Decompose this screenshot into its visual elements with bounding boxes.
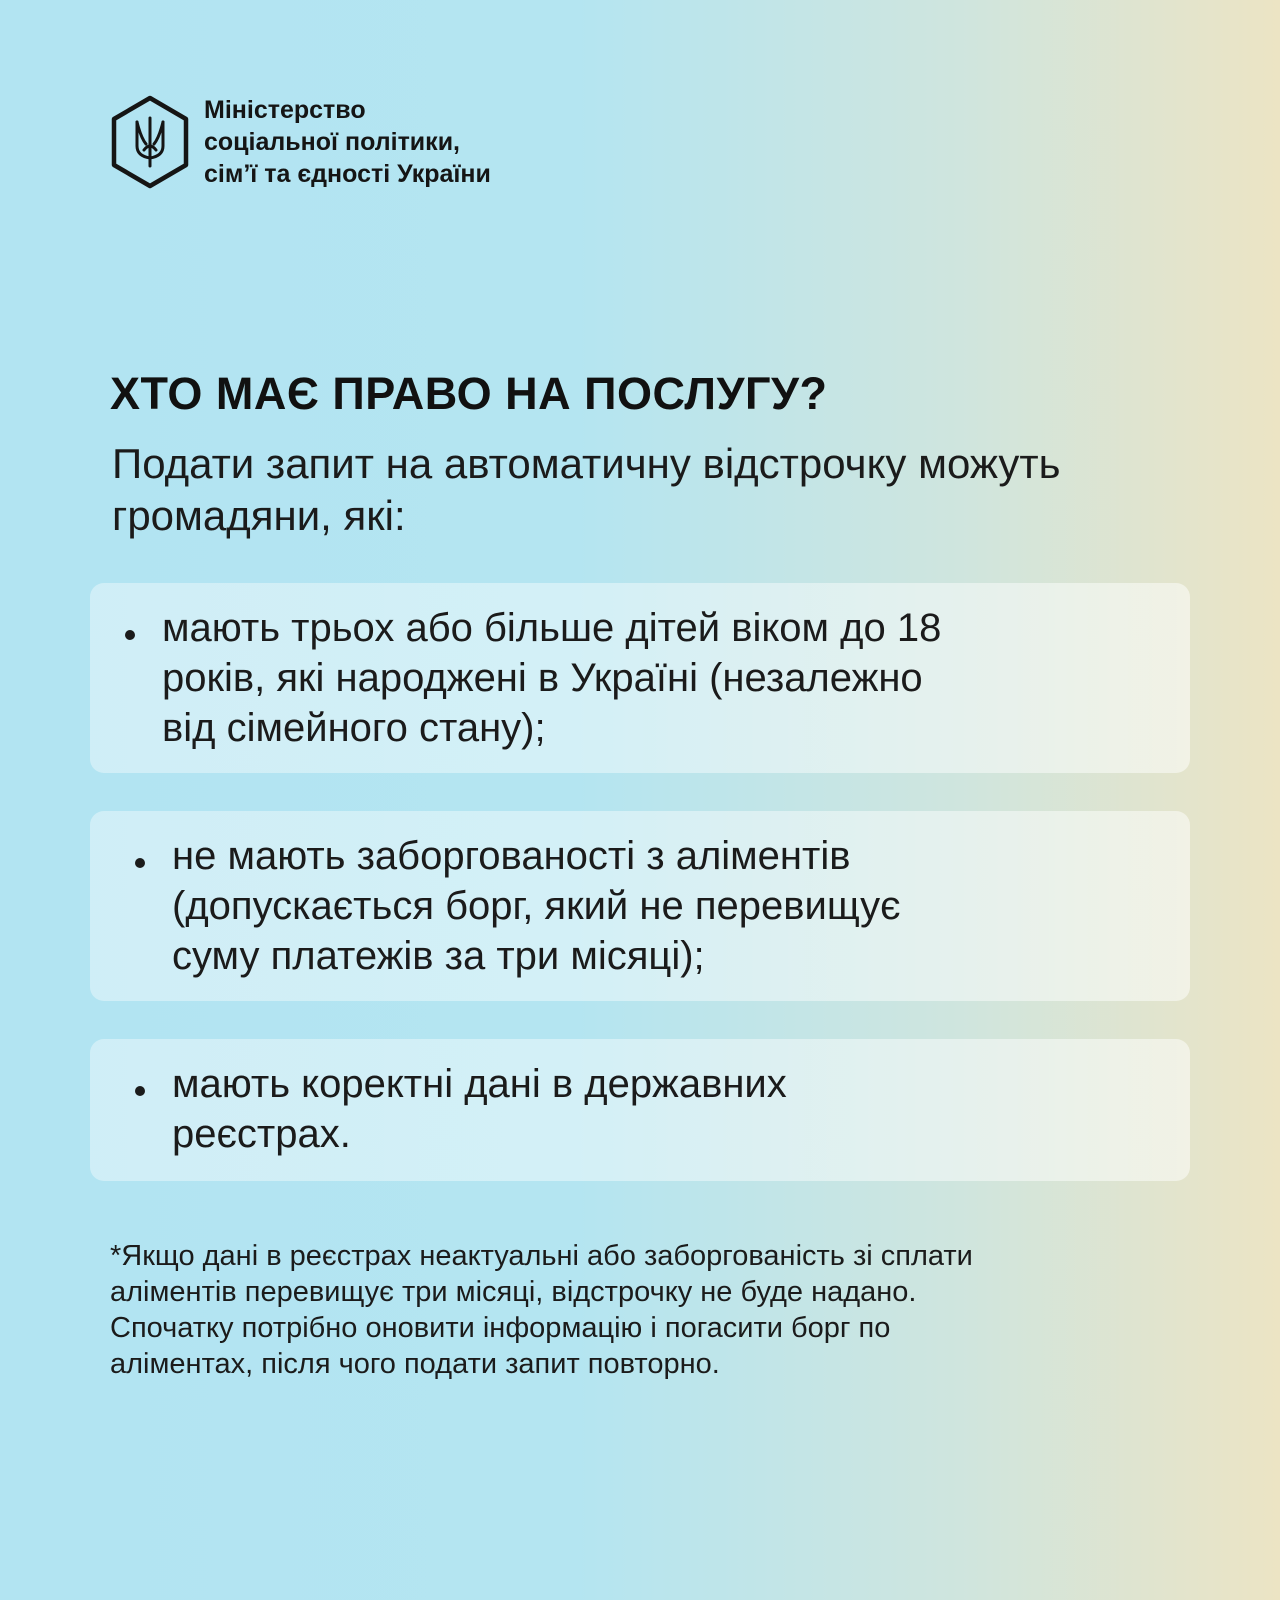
bullet-dot bbox=[125, 630, 135, 640]
bullet-dot bbox=[135, 858, 145, 868]
footnote-line: *Якщо дані в реєстрах неактуальні або заборгованість зі сплати bbox=[110, 1240, 973, 1272]
eligibility-card-children bbox=[90, 583, 1190, 773]
card-line: суму платежів за три місяці); bbox=[172, 934, 705, 978]
card-text bbox=[172, 831, 1172, 981]
footnote-line: аліментів перевищує три місяці, відстрочку не буде надано. bbox=[110, 1276, 917, 1308]
card-line: від сімейного стану); bbox=[162, 706, 546, 750]
eligibility-card-alimony bbox=[90, 811, 1190, 1001]
ministry-name-line: соціальної політики, bbox=[204, 128, 461, 156]
ministry-name-line: сім’ї та єдності України bbox=[204, 160, 491, 188]
card-line: не мають заборгованості з аліментів bbox=[172, 834, 851, 878]
card-line: років, які народжені в Україні (незалежно bbox=[162, 656, 923, 700]
intro-text bbox=[112, 438, 1212, 542]
ministry-header bbox=[110, 94, 491, 190]
eligibility-list bbox=[90, 583, 1190, 1219]
intro-line: громадяни, які: bbox=[112, 492, 406, 539]
trident-hexagon-icon bbox=[110, 94, 190, 190]
footnote-line: аліментах, після чого подати запит повторно. bbox=[110, 1348, 720, 1380]
card-line: реєстрах. bbox=[172, 1112, 351, 1156]
intro-line: Подати запит на автоматичну відстрочку можуть bbox=[112, 440, 1061, 487]
ministry-name-line: Міністерство bbox=[204, 96, 366, 124]
page-title: ХТО МАЄ ПРАВО НА ПОСЛУГУ? bbox=[110, 368, 828, 419]
bullet-dot bbox=[135, 1086, 145, 1096]
card-text bbox=[162, 603, 1162, 753]
card-text bbox=[172, 1059, 1172, 1159]
ministry-name bbox=[204, 94, 491, 190]
eligibility-card-registries bbox=[90, 1039, 1190, 1181]
card-line: мають коректні дані в державних bbox=[172, 1062, 787, 1106]
card-line: (допускається борг, який не перевищує bbox=[172, 884, 901, 928]
footnote bbox=[110, 1238, 1230, 1382]
footnote-line: Спочатку потрібно оновити інформацію і погасити борг по bbox=[110, 1312, 891, 1344]
card-line: мають трьох або більше дітей віком до 18 bbox=[162, 606, 942, 650]
